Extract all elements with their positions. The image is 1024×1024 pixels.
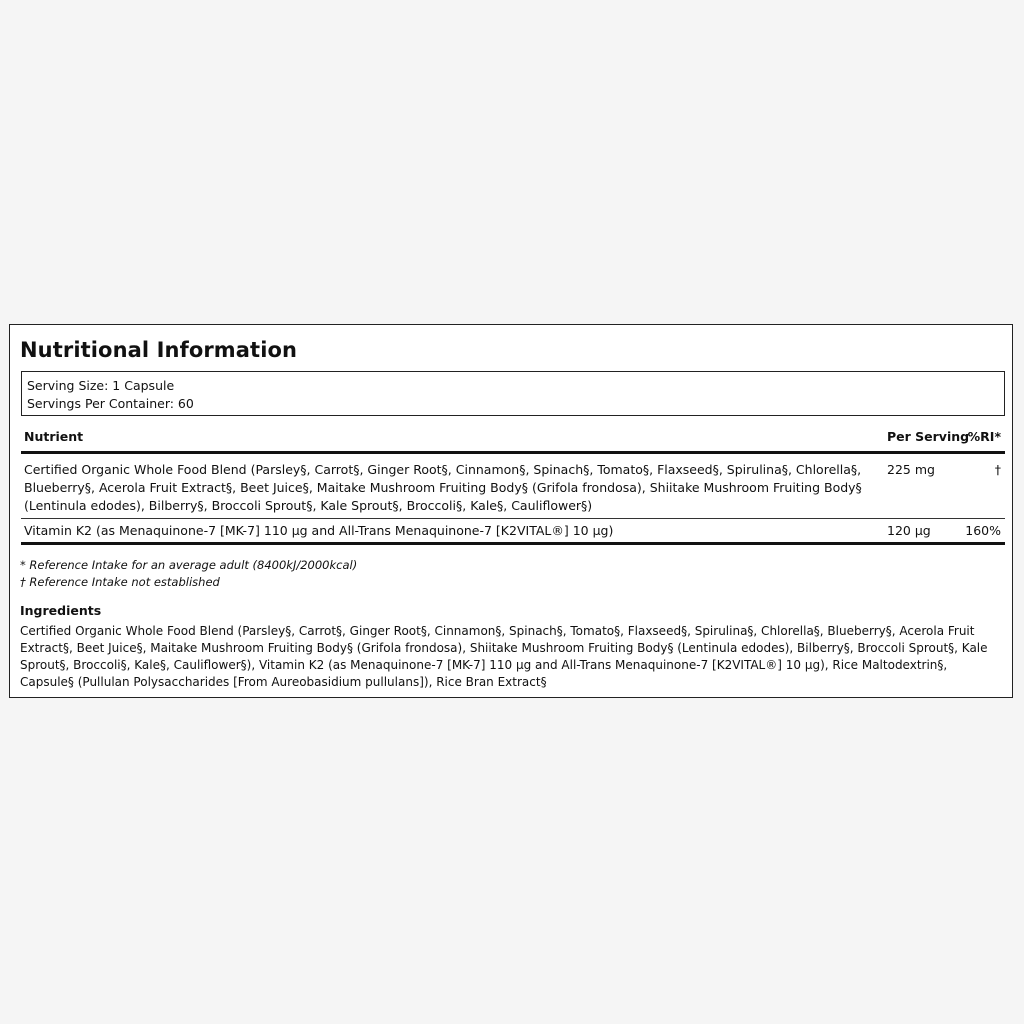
servings-per-container: Servings Per Container: 60 [27,395,194,411]
nutrient-name: Certified Organic Whole Food Blend (Parsley§, Carrot§, Ginger Root§, Cinnamon§, Spinach§, Tomato§, Flaxseed§, Spirulina§, Chlorella§, Blueberry§, Acerola Fruit Extract§, Beet Juice§, Maitake Mushroom Fruiting Body§ (Grifola frondosa), Shiitake Mushroom Fruiting Body§ (Lentinula edodes), Bilberry§, Broccoli Sprout§, Kale Sprout§, Broccoli§, Kale§, Cauliflower§) [24,462,862,513]
table-row [21,461,1005,519]
serving-size: Serving Size: 1 Capsule [27,378,175,393]
footnote-not-established: † Reference Intake not established [20,575,220,589]
per-serving-value: 225 mg [887,462,935,477]
ri-value: 160% [965,523,1001,538]
header-per-serving: Per Serving [887,429,970,444]
table-header [21,429,1005,454]
serving-info-box [21,371,1005,416]
ingredients-text: Certified Organic Whole Food Blend (Parsley§, Carrot§, Ginger Root§, Cinnamon§, Spinach§, Tomato§, Flaxseed§, Spirulina§, Chlorella§, Blueberry§, Acerola Fruit Extract§, Beet Juice§, Maitake Mushroom Fruiting Body§ (Grifola frondosa), Shiitake Mushroom Fruiting Body§ (Lentinula edodes), Bilberry§, Broccoli Sprout§, Kale Sprout§, Broccoli§, Kale§, Cauliflower§), Vitamin K2 (as Menaquinone-7 [MK-7] 110 µg and All-Trans Menaquinone-7 [K2VITAL®] 10 µg), Rice Maltodextrin§, Capsule§ (Pullulan Polysaccharides [From Aureobasidium pullulans]), Rice Bran Extract§ [20,624,988,689]
ingredients-title: Ingredients [20,603,102,618]
per-serving-value: 120 µg [887,523,931,538]
nutrient-name: Vitamin K2 (as Menaquinone-7 [MK-7] 110 µg and All-Trans Menaquinone-7 [K2VITAL®] 10 µg) [24,523,614,538]
footnotes [20,557,357,591]
ri-value: † [994,462,1001,477]
header-ri: %RI* [967,429,1001,444]
nutrition-panel [9,324,1013,698]
footnote-reference-intake: * Reference Intake for an average adult (8400kJ/2000kcal) [20,558,358,572]
header-nutrient: Nutrient [24,429,84,444]
page-title: Nutritional Information [20,338,298,362]
table-row [21,522,1005,545]
